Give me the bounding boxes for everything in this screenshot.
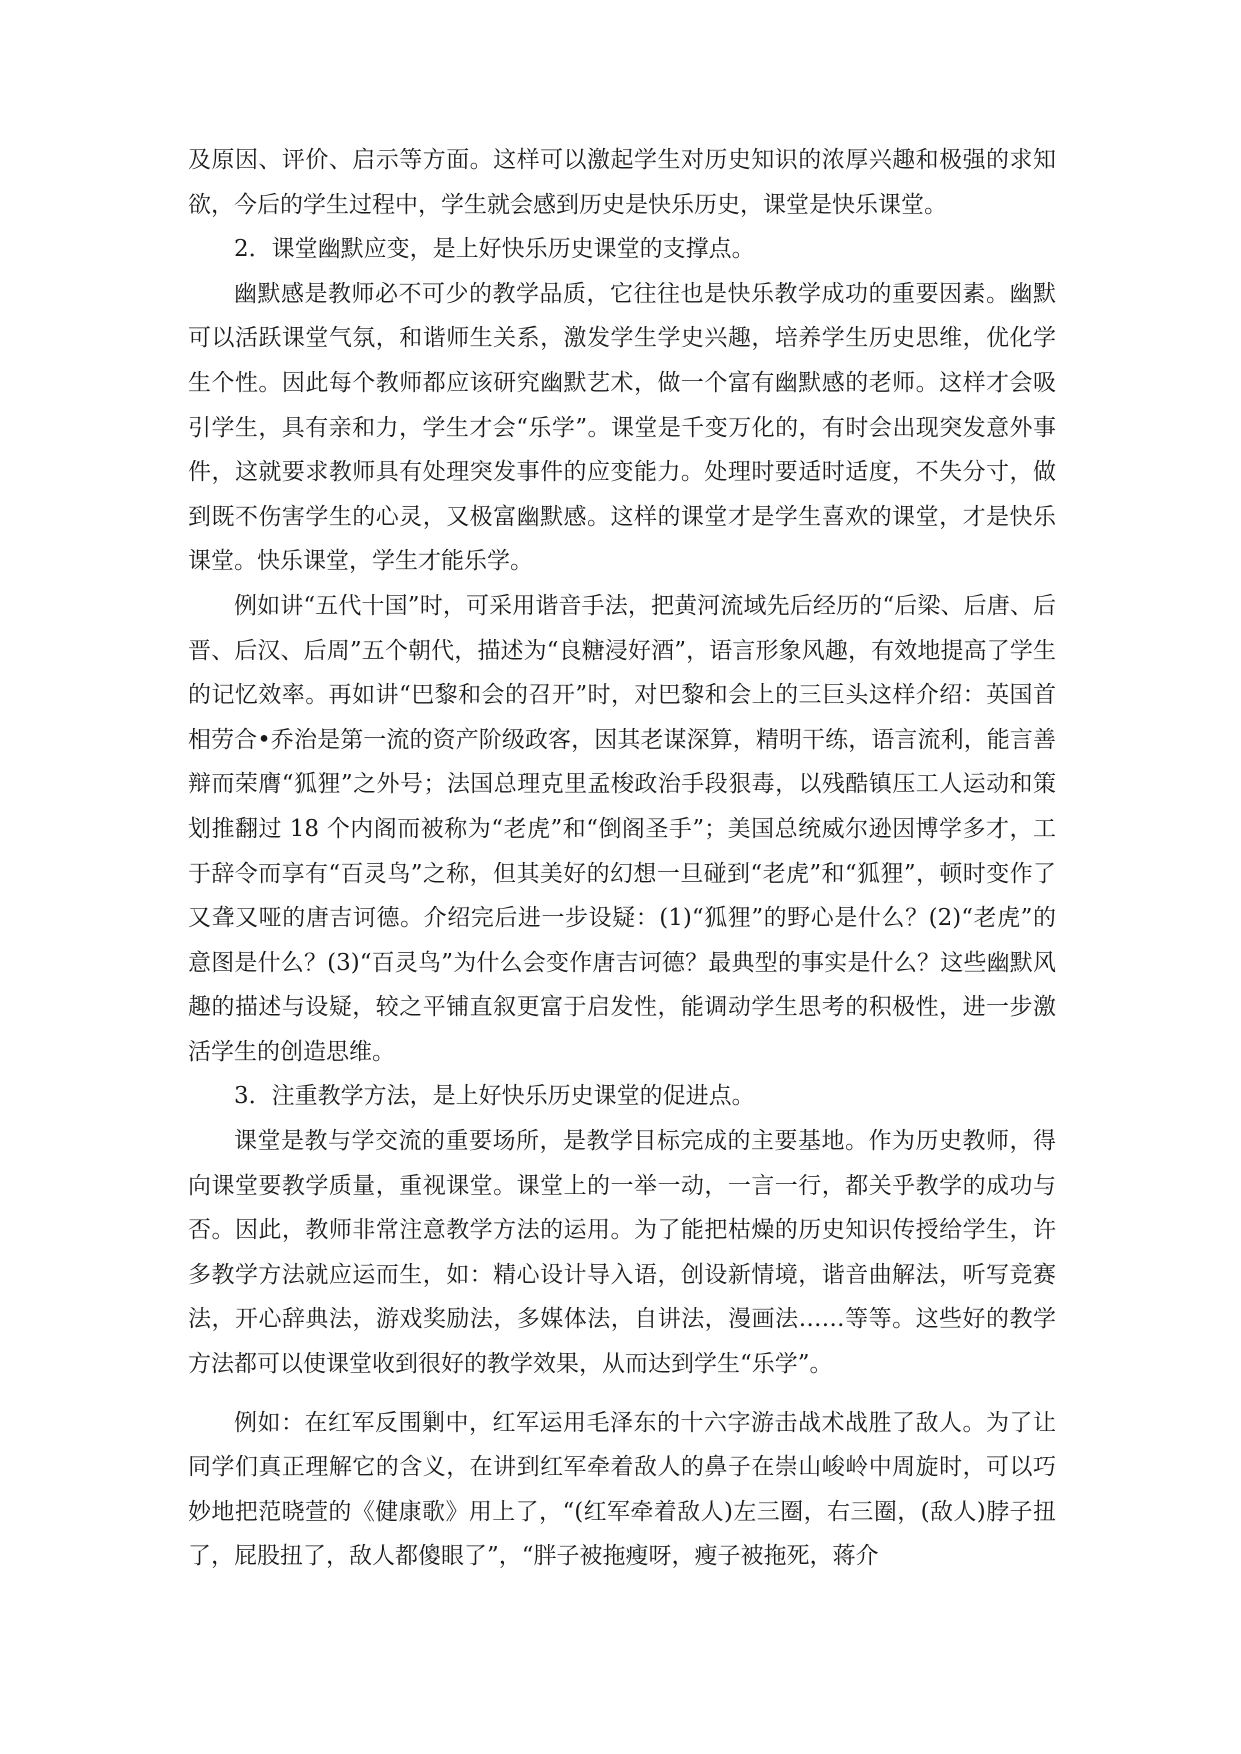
paragraph-methods-example: 例如：在红军反围剿中，红军运用毛泽东的十六字游击战术战胜了敌人。为了让同学们真正理解它的含义，在讲到红军牵着敌人的鼻子在崇山峻岭中周旋时，可以巧妙地把范晓萱的《健康歌》用上了，“(红军牵着敌人)左三圈，右三圈，(敌人)脖子扭了，屁股扭了，敌人都傻眼了”，“胖子被拖瘦呀，瘦子被拖死，蒋介 [188, 1409, 1056, 1570]
section-heading-2: 2．课堂幽默应变，是上好快乐历史课堂的支撑点。 [234, 236, 755, 263]
document-page [188, 138, 1056, 1579]
paragraph-teaching-methods: 课堂是教与学交流的重要场所，是教学目标完成的主要基地。作为历史教师，得向课堂要教学质量，重视课堂。课堂上的一举一动，一言一行，都关乎教学的成功与否。因此，教师非常注意教学方法的运用。为了能把枯燥的历史知识传授给学生，许多教学方法就应运而生，如：精心设计导入语，创设新情境，谐音曲解法，听写竞赛法，开心辞典法，游戏奖励法，多媒体法，自讲法，漫画法……等等。这些好的教学方法都可以使课堂收到很好的教学效果，从而达到学生“乐学”。 [188, 1128, 1056, 1378]
paragraph-humor: 幽默感是教师必不可少的教学品质，它往往也是快乐教学成功的重要因素。幽默可以活跃课堂气氛，和谐师生关系，激发学生学史兴趣，培养学生历史思维，优化学生个性。因此每个教师都应该研究幽默艺术，做一个富有幽默感的老师。这样才会吸引学生，具有亲和力，学生才会“乐学”。课堂是千变万化的，有时会出现突发意外事件，这就要求教师具有处理突发事件的应变能力。处理时要适时适度，不失分寸，做到既不伤害学生的心灵，又极富幽默感。这样的课堂才是学生喜欢的课堂，才是快乐课堂。快乐课堂，学生才能乐学。 [188, 280, 1056, 575]
paragraph-humor-example: 例如讲“五代十国”时，可采用谐音手法，把黄河流域先后经历的“后梁、后唐、后晋、后汉、后周”五个朝代，描述为“良糖浸好酒”，语言形象风趣，有效地提高了学生的记忆效率。再如讲“巴黎和会的召开”时，对巴黎和会上的三巨头这样介绍：英国首相劳合•乔治是第一流的资产阶级政客，因其老谋深算，精明干练，语言流利，能言善辩而荣膺“狐狸”之外号；法国总理克里孟梭政治手段狠毒，以残酷镇压工人运动和策划推翻过 18 个内阁而被称为“老虎”和“倒阁圣手”；美国总统威尔逊因博学多才，工于辞令而享有“百灵鸟”之称，但其美好的幻想一旦碰到“老虎”和“狐狸”，顿时变作了又聋又哑的唐吉诃德。介绍完后进一步设疑：(1)“狐狸”的野心是什么？(2)“老虎”的意图是什么？(3)“百灵鸟”为什么会变作唐吉诃德？最典型的事实是什么？这些幽默风趣的描述与设疑，较之平铺直叙更富于启发性，能调动学生思考的积极性，进一步激活学生的创造思维。 [188, 592, 1056, 1065]
section-heading-3: 3．注重教学方法，是上好快乐历史课堂的促进点。 [234, 1083, 755, 1110]
paragraph-continuation: 及原因、评价、启示等方面。这样可以激起学生对历史知识的浓厚兴趣和极强的求知欲，今后的学生过程中，学生就会感到历史是快乐历史，课堂是快乐课堂。 [188, 147, 1056, 218]
